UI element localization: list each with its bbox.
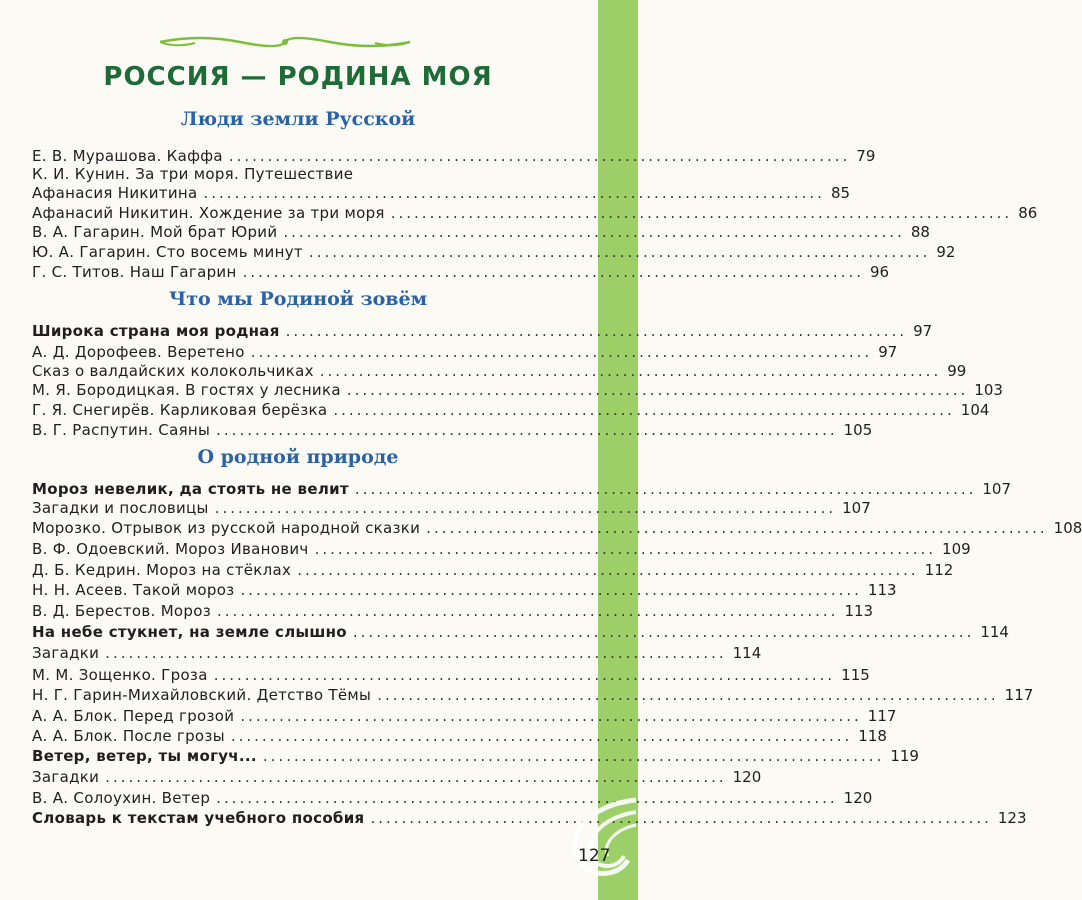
toc-entry-title: Сказ о валдайских колокольчиках <box>32 362 314 380</box>
toc-entry-title: На небе стукнет, на земле слышно <box>32 623 347 641</box>
toc-entry-page: 108 <box>1053 519 1082 537</box>
toc-leader-dots: ................................................................................ <box>203 184 825 202</box>
toc-leader-dots: ................................................................................ <box>354 480 977 498</box>
toc-leader-dots: ................................................................................ <box>214 499 837 517</box>
toc-entry-title: Ветер, ветер, ты могуч... <box>32 747 257 765</box>
toc-entry-page: 119 <box>890 747 919 765</box>
toc-leader-dots: ................................................................................ <box>105 644 727 662</box>
toc-entry-title: Мороз невелик, да стоять не велит <box>32 480 349 498</box>
section-title: Люди земли Русской <box>180 108 416 130</box>
section-title: О родной природе <box>197 446 399 468</box>
page-number: 127 <box>578 846 611 866</box>
toc-entry <box>32 361 967 381</box>
toc-leader-dots: ................................................................................ <box>242 263 865 281</box>
toc-entry <box>32 767 762 787</box>
toc-entry <box>32 518 1082 538</box>
toc-entry <box>32 601 874 621</box>
toc-entry <box>32 342 898 362</box>
toc-entry-page: 117 <box>1004 686 1034 704</box>
toc-entry-page: 104 <box>960 401 990 419</box>
toc-leader-dots: ................................................................................ <box>262 747 885 765</box>
toc-entry-page: 113 <box>867 581 897 599</box>
toc-entry-title: Словарь к текстам учебного пособия <box>32 809 365 827</box>
toc-entry <box>32 498 871 518</box>
toc-entry-page: 86 <box>1018 204 1038 222</box>
toc-leader-dots: ................................................................................ <box>390 204 1013 222</box>
toc-entry-title: Н. Н. Асеев. Такой мороз <box>32 581 235 599</box>
toc-entry <box>32 665 870 685</box>
toc-entry <box>32 164 562 184</box>
toc-entry-page: 113 <box>844 602 874 620</box>
toc-entry-title: Морозко. Отрывок из русской народной сказки <box>32 519 421 537</box>
toc-leader-dots: ................................................................................ <box>370 809 992 827</box>
toc-entry <box>32 222 930 242</box>
toc-leader-dots: ................................................................................ <box>216 789 838 807</box>
toc-entry <box>32 539 971 559</box>
toc-leader-dots: ................................................................................ <box>426 519 1048 537</box>
toc-entry-title: В. А. Гагарин. Мой брат Юрий <box>32 223 278 241</box>
toc-leader-dots: ................................................................................ <box>352 623 975 641</box>
ornament-icon <box>140 34 430 50</box>
toc-entry-page: 112 <box>924 561 954 579</box>
toc-entry-page: 85 <box>830 184 851 202</box>
toc-entry-title: В. Ф. Одоевский. Мороз Иванович <box>32 540 309 558</box>
toc-leader-dots: ................................................................................ <box>216 421 838 439</box>
toc-entry-title: Е. В. Мурашова. Каффа <box>32 147 223 165</box>
toc-entry-page: 88 <box>910 223 930 241</box>
toc-entry-title: В. Г. Распутин. Саяны <box>32 421 211 439</box>
toc-entry-page: 97 <box>878 343 898 361</box>
toc-leader-dots: ................................................................................ <box>308 243 931 261</box>
toc-entry-title: Загадки и пословицы <box>32 499 209 517</box>
toc-leader-dots: ................................................................................ <box>314 540 937 558</box>
toc-entry <box>32 183 851 203</box>
toc-entry-page: 120 <box>843 789 873 807</box>
toc-leader-dots: ................................................................................ <box>228 147 851 165</box>
section-title: Что мы Родиной зовём <box>168 288 428 310</box>
toc-entry-page: 105 <box>843 421 873 439</box>
toc-entry <box>32 726 887 746</box>
toc-leader-dots: ................................................................................ <box>230 727 853 745</box>
toc-entry-title: Ю. А. Гагарин. Сто восемь минут <box>32 243 303 261</box>
toc-entry-page: 92 <box>936 243 956 261</box>
toc-entry <box>32 321 933 341</box>
toc-entry-title: Афанасий Никитин. Хождение за три моря <box>32 204 385 222</box>
toc-leader-dots: ................................................................................ <box>213 666 836 684</box>
page-title: РОССИЯ — РОДИНА МОЯ <box>103 62 493 92</box>
toc-entry-page: 97 <box>913 322 933 340</box>
toc-entry <box>32 262 890 282</box>
toc-entry-page: 120 <box>732 768 762 786</box>
toc-entry <box>32 808 1027 828</box>
toc-leader-dots: ................................................................................ <box>240 581 862 599</box>
toc-entry-title: Загадки <box>32 768 100 786</box>
toc-entry-title: В. Д. Берестов. Мороз <box>32 602 211 620</box>
toc-entry-title: Н. Г. Гарин-Михайловский. Детство Тёмы <box>32 686 372 704</box>
toc-leader-dots: ................................................................................ <box>333 401 955 419</box>
toc-leader-dots: ................................................................................ <box>283 223 905 241</box>
toc-entry-title: А. А. Блок. Перед грозой <box>32 707 235 725</box>
toc-entry-title: Афанасия Никитина <box>32 184 198 202</box>
toc-entry <box>32 706 897 726</box>
toc-entry-page: 115 <box>841 666 870 684</box>
toc-entry <box>32 788 873 808</box>
toc-entry <box>32 380 1003 400</box>
toc-entry <box>32 146 876 166</box>
toc-leader-dots: ................................................................................ <box>240 707 862 725</box>
toc-entry-title: Д. Б. Кедрин. Мороз на стёклах <box>32 561 292 579</box>
toc-entry-page: 107 <box>982 480 1012 498</box>
swirl-decoration-icon <box>558 790 638 880</box>
toc-entry-title: Загадки <box>32 644 100 662</box>
toc-entry-page: 117 <box>867 707 897 725</box>
toc-entry-page: 123 <box>997 809 1027 827</box>
toc-leader-dots: ................................................................................ <box>216 602 839 620</box>
toc-entry-title: Г. С. Титов. Наш Гагарин <box>32 263 237 281</box>
toc-entry-title: А. Д. Дорофеев. Веретено <box>32 343 245 361</box>
toc-entry-title: Г. Я. Снегирёв. Карликовая берёзка <box>32 401 328 419</box>
toc-entry <box>32 242 956 262</box>
toc-leader-dots: ................................................................................ <box>105 768 727 786</box>
toc-leader-dots: ................................................................................ <box>297 561 919 579</box>
toc-entry <box>32 580 897 600</box>
toc-entry <box>32 560 954 580</box>
toc-entry-page: 114 <box>732 644 762 662</box>
toc-leader-dots: ................................................................................ <box>346 381 969 399</box>
toc-entry <box>32 400 990 420</box>
toc-entry-page: 109 <box>942 540 971 558</box>
toc-entry-page: 114 <box>980 623 1009 641</box>
toc-entry <box>32 622 1009 642</box>
toc-entry <box>32 420 873 440</box>
toc-leader-dots: ................................................................................ <box>285 322 908 340</box>
toc-entry-page: 118 <box>858 727 887 745</box>
toc-entry-title: М. Я. Бородицкая. В гостях у лесника <box>32 381 341 399</box>
toc-entry <box>32 203 1038 223</box>
toc-leader-dots: ................................................................................ <box>377 686 999 704</box>
toc-entry-title: К. И. Кунин. За три моря. Путешествие <box>32 165 354 183</box>
toc-leader-dots: ................................................................................ <box>319 362 942 380</box>
toc-entry <box>32 643 762 663</box>
toc-entry-title: Широка страна моя родная <box>32 322 280 340</box>
toc-entry-page: 99 <box>947 362 967 380</box>
toc-entry <box>32 479 1012 499</box>
toc-entry <box>32 746 919 766</box>
toc-entry <box>32 685 1034 705</box>
toc-entry-page: 96 <box>870 263 890 281</box>
toc-leader-dots: ................................................................................ <box>250 343 873 361</box>
toc-entry-page: 103 <box>974 381 1003 399</box>
toc-entry-title: А. А. Блок. После грозы <box>32 727 225 745</box>
toc-entry-page: 79 <box>856 147 876 165</box>
toc-entry-title: М. М. Зощенко. Гроза <box>32 666 208 684</box>
toc-entry-page: 107 <box>842 499 871 517</box>
toc-entry-title: В. А. Солоухин. Ветер <box>32 789 211 807</box>
